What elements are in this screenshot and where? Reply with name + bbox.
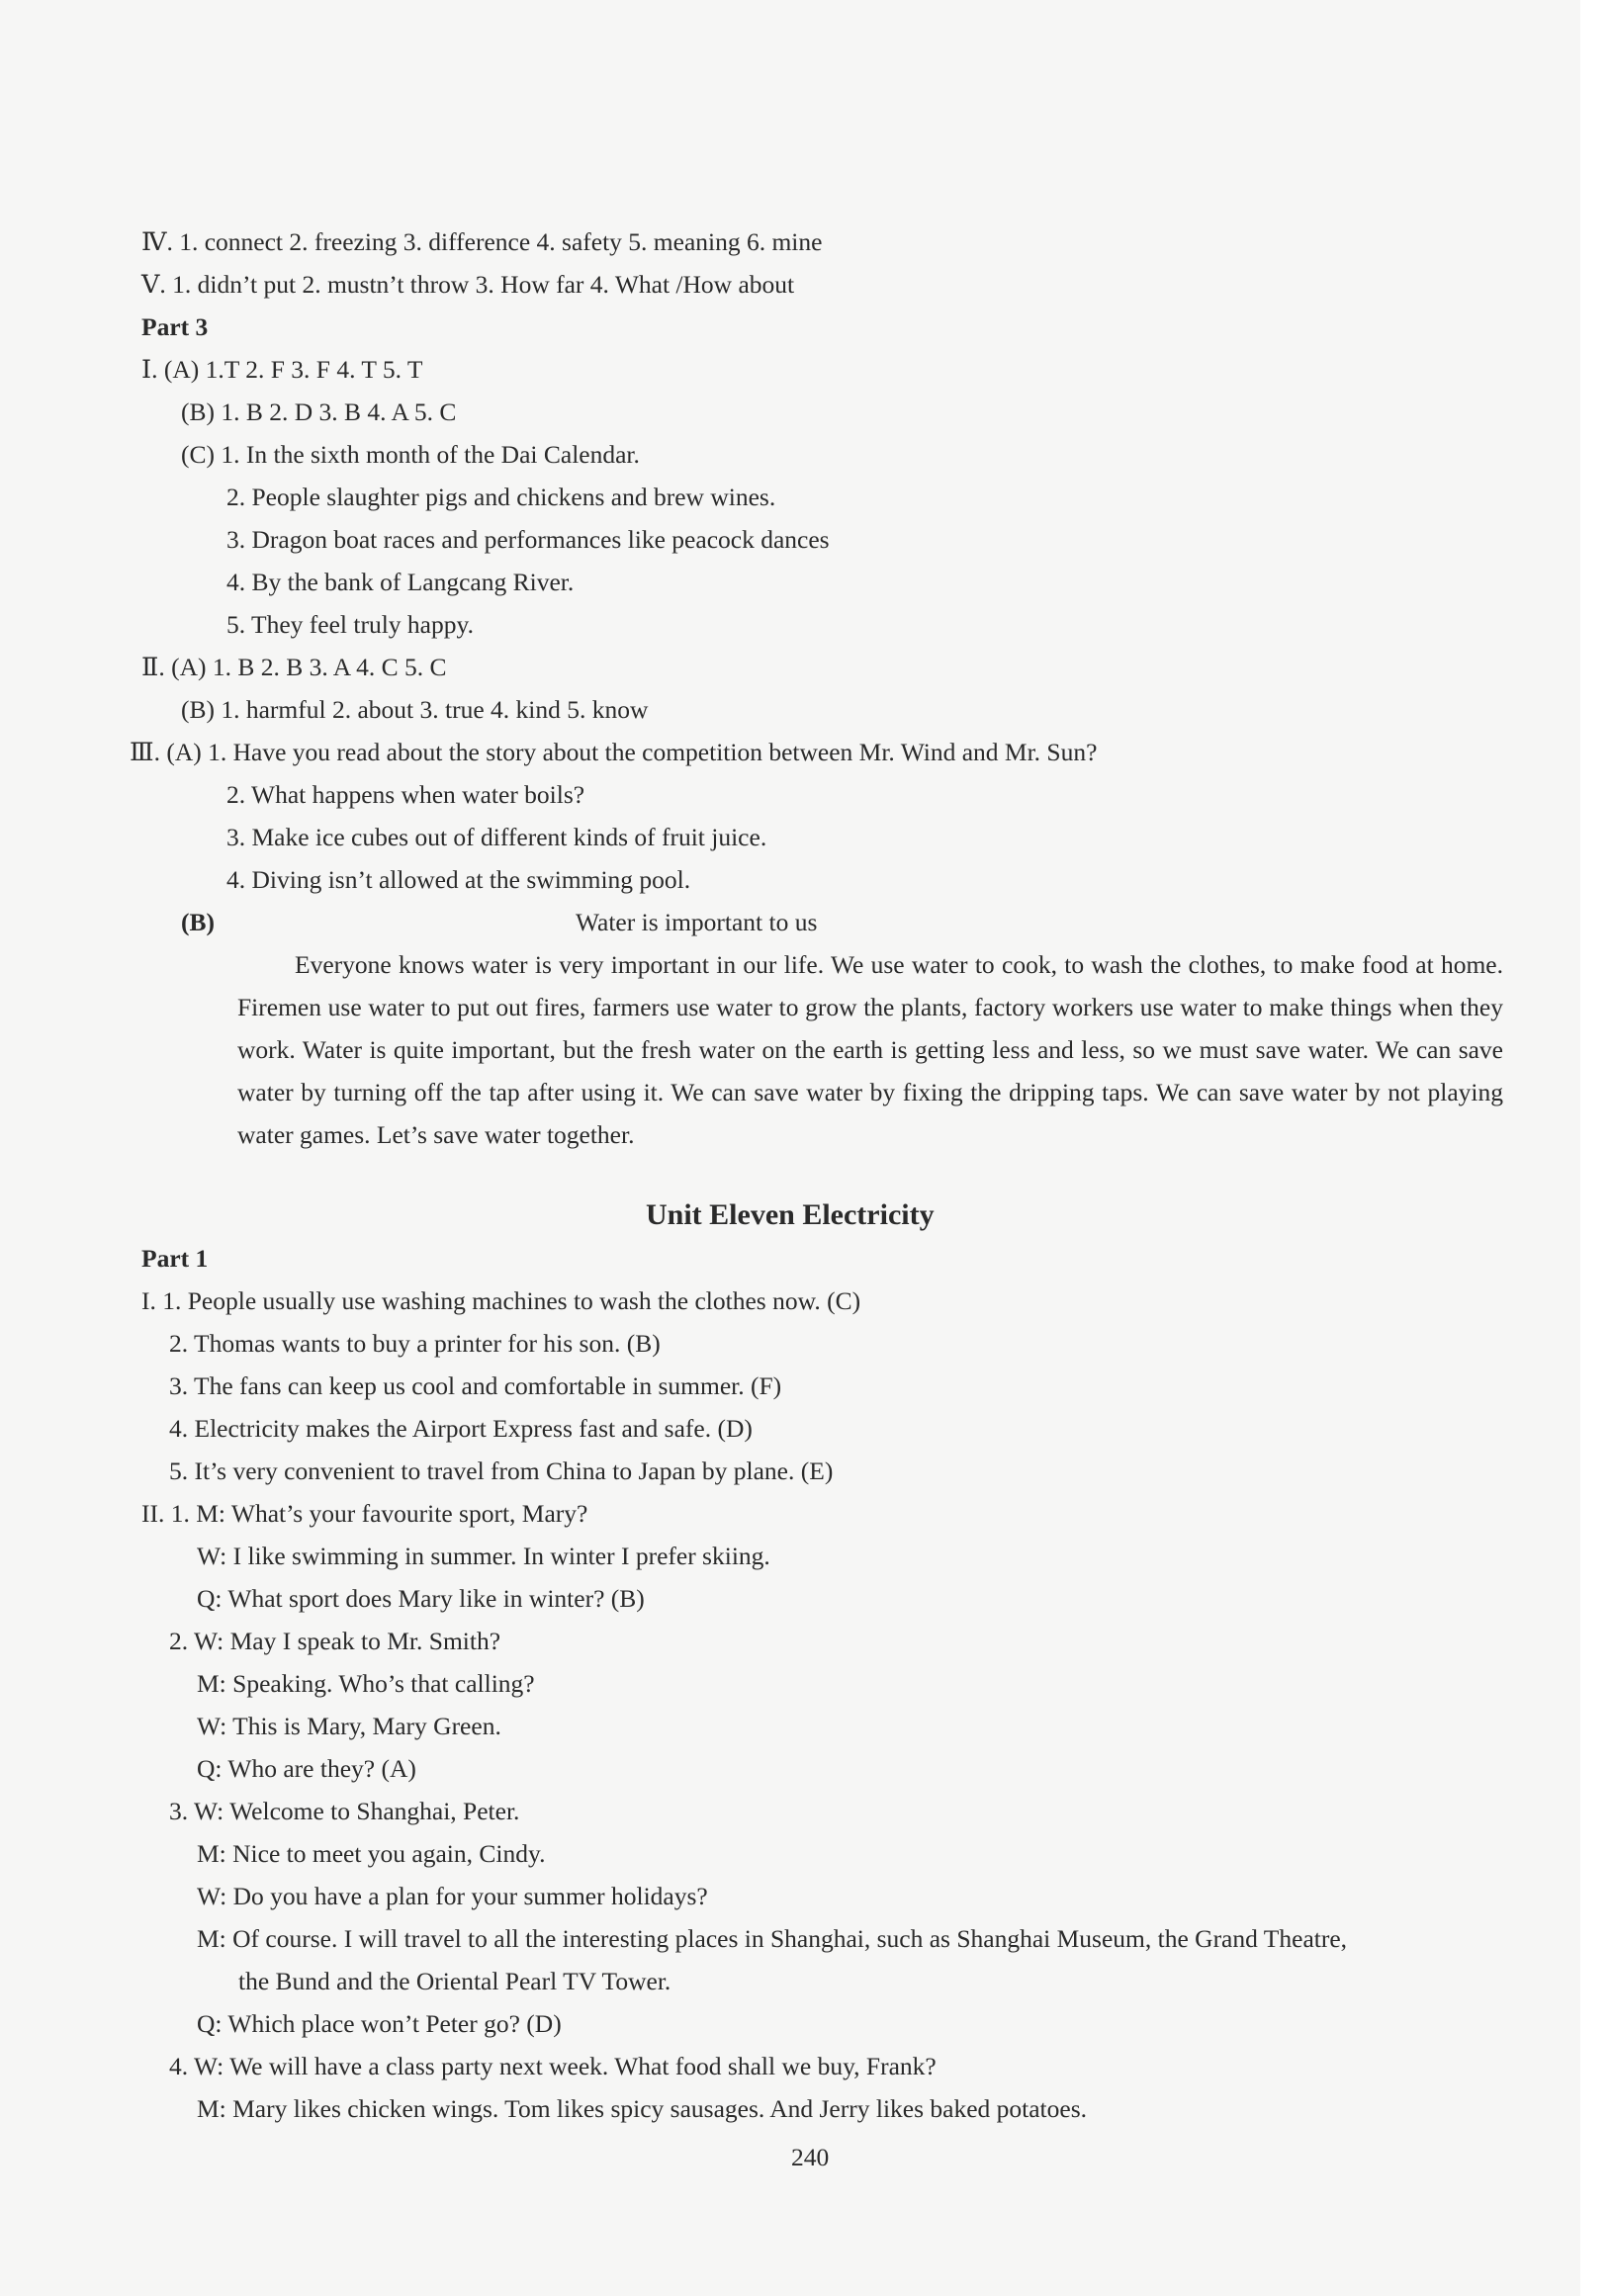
- text-line: 4. By the bank of Langcang River.: [226, 568, 575, 596]
- text-line: (C) 1. In the sixth month of the Dai Calendar.: [181, 440, 640, 469]
- text-line: 2. What happens when water boils?: [226, 780, 585, 809]
- text-line: 3. Dragon boat races and performances like peacock dances: [226, 525, 830, 554]
- text-line: 5. It’s very convenient to travel from China to Japan by plane. (E): [169, 1457, 834, 1485]
- text-line: Part 1: [141, 1244, 209, 1273]
- text-line: Water is important to us: [576, 908, 818, 936]
- text-line: (B): [181, 908, 215, 936]
- text-line: M: Of course. I will travel to all the interesting places in Shanghai, such as Shanghai Museum, the Grand Theatre,: [197, 1924, 1348, 1953]
- text-line: Unit Eleven Electricity: [646, 1198, 935, 1231]
- essay-paragraph: Everyone knows water is very important in our life. We use water to cook, to wash the clothes, to make food at home. Firemen use water to put out fires, farmers use water to grow the plants, factory workers use water to make things when they work. Water is quite important, but the fresh water on the earth is getting less and less, so we must save water. We can save water by turning off the tap after using it. We can save water by fixing the dripping taps. We can save water by not playing water games. Let’s save water together.: [237, 950, 1503, 1149]
- text-line: 4. W: We will have a class party next week. What food shall we buy, Frank?: [169, 2052, 937, 2080]
- text-line: 2. W: May I speak to Mr. Smith?: [169, 1627, 501, 1655]
- text-line: Q: Which place won’t Peter go? (D): [197, 2009, 562, 2038]
- text-line: M: Mary likes chicken wings. Tom likes spicy sausages. And Jerry likes baked potatoes.: [197, 2094, 1088, 2123]
- text-line: (B) 1. B 2. D 3. B 4. A 5. C: [181, 397, 457, 426]
- text-line: W: I like swimming in summer. In winter I prefer skiing.: [197, 1542, 770, 1570]
- text-line: 3. W: Welcome to Shanghai, Peter.: [169, 1797, 520, 1825]
- text-line: Part 3: [141, 312, 209, 341]
- text-line: M: Nice to meet you again, Cindy.: [197, 1839, 546, 1868]
- text-line: 4. Diving isn’t allowed at the swimming pool.: [226, 865, 691, 894]
- text-line: Ⅴ. 1. didn’t put 2. mustn’t throw 3. How far 4. What /How about: [141, 270, 795, 299]
- text-line: Ⅳ. 1. connect 2. freezing 3. difference 4. safety 5. meaning 6. mine: [141, 227, 823, 256]
- text-line: the Bund and the Oriental Pearl TV Tower.: [238, 1967, 671, 1995]
- text-line: Ⅱ. (A) 1. B 2. B 3. A 4. C 5. C: [141, 653, 447, 681]
- text-line: Q: Who are they? (A): [197, 1754, 416, 1783]
- text-line: 4. Electricity makes the Airport Express fast and safe. (D): [169, 1414, 753, 1443]
- text-line: (B) 1. harmful 2. about 3. true 4. kind 5. know: [181, 695, 649, 724]
- text-line: I. 1. People usually use washing machines to wash the clothes now. (C): [141, 1286, 861, 1315]
- text-line: 3. The fans can keep us cool and comfortable in summer. (F): [169, 1371, 782, 1400]
- page-number: 240: [791, 2143, 830, 2171]
- text-line: Ⅲ. (A) 1. Have you read about the story about the competition between Mr. Wind and Mr. Sun?: [130, 738, 1098, 766]
- text-line: W: This is Mary, Mary Green.: [197, 1712, 501, 1740]
- text-line: Ⅰ. (A) 1.T 2. F 3. F 4. T 5. T: [141, 355, 423, 384]
- text-line: W: Do you have a plan for your summer holidays?: [197, 1882, 708, 1910]
- text-line: II. 1. M: What’s your favourite sport, Mary?: [141, 1499, 588, 1528]
- text-line: 3. Make ice cubes out of different kinds of fruit juice.: [226, 823, 767, 851]
- text-line: 2. Thomas wants to buy a printer for his son. (B): [169, 1329, 661, 1358]
- text-line: M: Speaking. Who’s that calling?: [197, 1669, 535, 1698]
- text-line: Q: What sport does Mary like in winter? (B): [197, 1584, 645, 1613]
- text-line: 5. They feel truly happy.: [226, 610, 474, 639]
- text-line: 2. People slaughter pigs and chickens and brew wines.: [226, 483, 776, 511]
- scan-mark: [1580, 22, 1583, 34]
